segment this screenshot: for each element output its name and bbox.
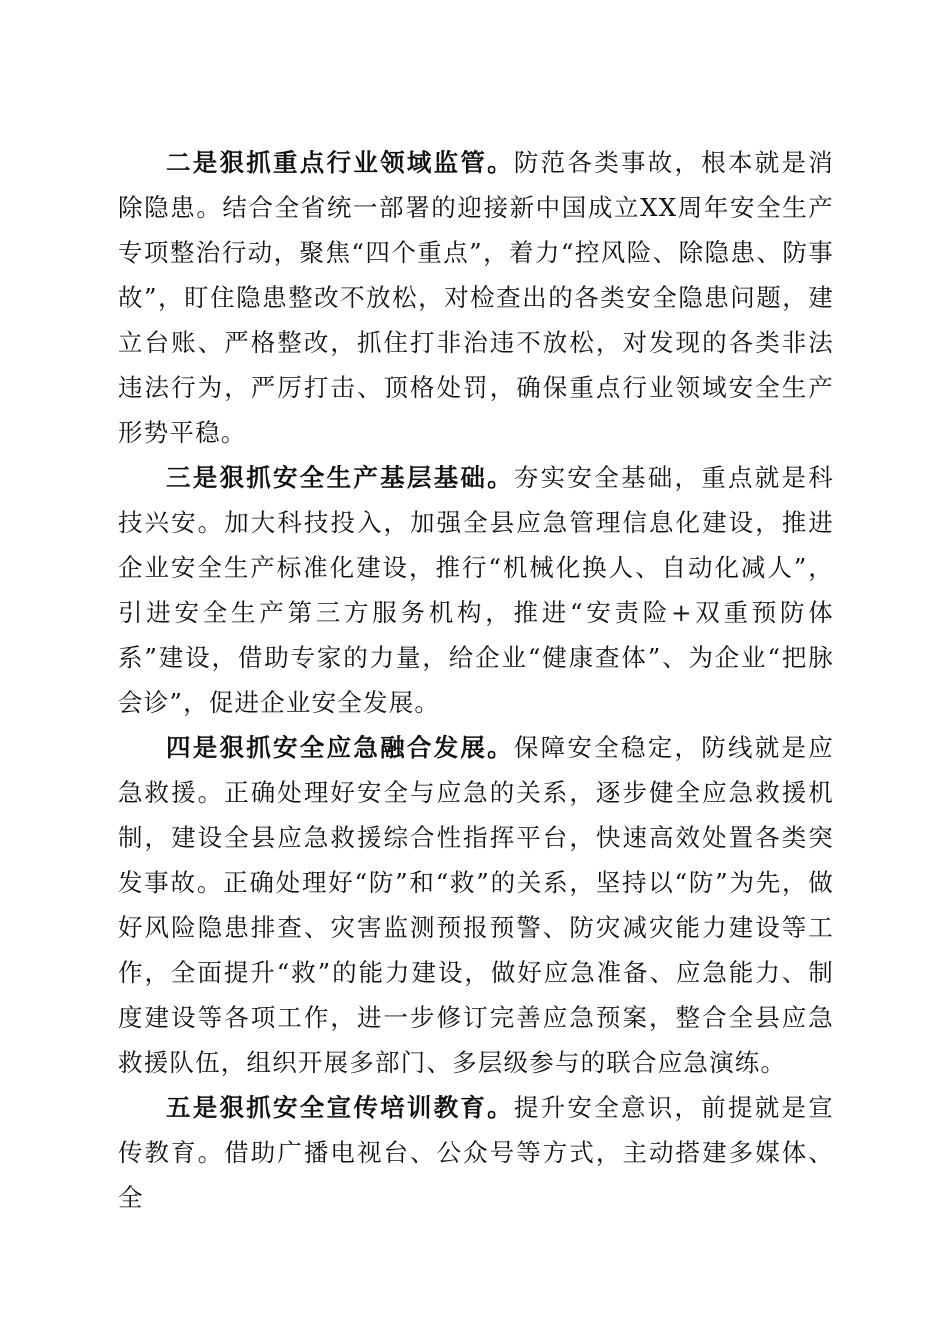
paragraph-text: 保障安全稳定，防线就是应急救援。正确处理好安全与应急的关系，逐步健全应急救援机制，建设全县应急救援综合性指挥平台，快速高效处置各类突发事故。正确处理好“防”和“救”的关系，坚持以“防”为先，做好风险隐患排查、灾害监测预报预警、防灾减灾能力建设等工作，全面提升“救”的能力建设，做好应急准备、应急能力、制度建设等各项工作，进一步修订完善应急预案，整合全县应急救援队伍，组织开展多部门、多层级参与的联合应急演练。	[118, 733, 834, 1077]
paragraph-heading: 五是狠抓安全宣传培训教育。	[166, 1093, 514, 1122]
paragraph-text: 提升安全意识，前提就是宣传教育。借助广播电视台、公众号等方式，主动搭建多媒体、全	[118, 1093, 834, 1212]
paragraph-2	[118, 140, 834, 455]
paragraph-heading: 二是狠抓重点行业领域监管。	[166, 148, 514, 177]
document-body	[118, 140, 834, 1220]
paragraph-text: 夯实安全基础，重点就是科技兴安。加大科技投入，加强全县应急管理信息化建设，推进企业安全生产标准化建设，推行“机械化换人、自动化减人”，引进安全生产第三方服务机构，推进“安责险+双重预防体系”建设，借助专家的力量，给企业“健康查体”、为企业“把脉会诊”，促进企业安全发展。	[118, 463, 834, 717]
paragraph-4	[118, 725, 834, 1085]
paragraph-5	[118, 1085, 834, 1220]
paragraph-heading: 四是狠抓安全应急融合发展。	[166, 733, 514, 762]
paragraph-3	[118, 455, 834, 725]
paragraph-text: 防范各类事故，根本就是消除隐患。结合全省统一部署的迎接新中国成立XX周年安全生产专项整治行动，聚焦“四个重点”，着力“控风险、除隐患、防事故”，盯住隐患整改不放松，对检查出的各类安全隐患问题，建立台账、严格整改，抓住打非治违不放松，对发现的各类非法违法行为，严厉打击、顶格处罚，确保重点行业领域安全生产形势平稳。	[118, 148, 834, 447]
paragraph-heading: 三是狠抓安全生产基层基础。	[166, 463, 514, 492]
